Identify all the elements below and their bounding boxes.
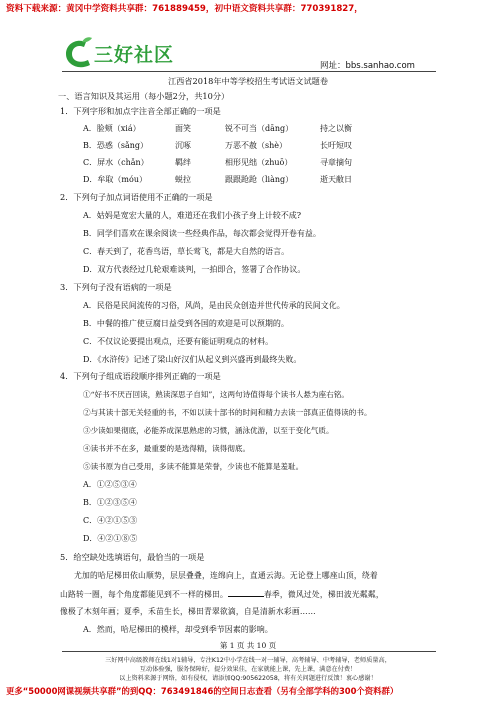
bottom-banner: 更多“50000网课视频共享群”的到QQ：763491846的空间日志查看（另有全部学科的300个资料群） <box>6 686 399 696</box>
q1-a-3: 锐不可当（dāng） <box>225 124 294 133</box>
q1-b-1: B．恐惑（sǎng） <box>83 141 149 150</box>
q4-option-b: B．①②③⑤④ <box>83 498 137 507</box>
q3-option-c: C．不仅议论要提出观点，还要有能证明观点的材料。 <box>83 337 274 346</box>
q3-option-d: D．《水浒传》记述了梁山好汉们从起义到兴盛再到最终失败。 <box>83 355 302 364</box>
q4-option-c: C．④②①⑤③ <box>83 516 138 525</box>
logo-text: 三好社区 <box>94 44 175 66</box>
q3-option-b: B．中餐的推广使豆腐日益受到各国的欢迎是可以预期的。 <box>83 319 289 328</box>
header-divider <box>62 71 436 72</box>
q4-item-2: ②与其读十部无关轻重的书，不如以读十部书的时间和精力去读一部真正值得读的书。 <box>83 408 372 417</box>
question-3-stem: 3．下列句子没有语病的一项是 <box>60 282 172 292</box>
q4-item-5: ⑤读书原为自己受用，多读不能算是荣誉，少读也不能算是羞耻。 <box>83 462 304 471</box>
q1-c-1: C．屏水（chǎn） <box>83 158 149 167</box>
q3-option-a: A．民俗是民间流传的习俗，风尚，是由民众创造并世代传承的民间文化。 <box>83 301 345 310</box>
q4-option-a: A．①②⑤③④ <box>83 480 137 489</box>
question-2-stem: 2．下列句子加点词语使用不正确的一项是 <box>60 192 213 202</box>
footer-line-2: 互动体验强，服务保障好，提分效果佳，在家就能上课，先上课，满意在付费！ <box>139 666 357 673</box>
question-5-stem: 5．给空缺处选填语句，最恰当的一项是 <box>60 552 205 562</box>
q1-a-4: 持之以衡 <box>320 124 352 133</box>
q1-d-4: 逝天敝日 <box>320 175 352 184</box>
question-1-stem: 1．下列字形和加点字注音全部正确的一项是 <box>60 106 221 116</box>
q2-option-d: D．双方代表经过几轮艰难谈判，一拍即合，签署了合作协议。 <box>83 265 306 274</box>
q1-c-4: 寻章摘句 <box>320 158 352 167</box>
q5-para-line-3: 像极了木刻年画；夏季，禾苗生长，梯田青翠欲滴，自是清新水彩画…… <box>60 607 316 616</box>
site-url[interactable]: 网址：bbs.sanhao.com <box>320 61 415 71</box>
q1-c-3: 相形见绌（zhuō） <box>225 158 293 167</box>
q1-b-3: 万恶不赦（shè） <box>225 141 287 150</box>
q1-b-2: 沉啄 <box>175 141 191 150</box>
q5-para-line-1: 尤加的哈尼梯田依山顺势，层层叠叠，连绵向上，直通云海。无论登上哪座山顶，绕着 <box>74 571 378 580</box>
q2-option-a: A．姑妈是宽宏大量的人，难道还在我们小孩子身上计较不成? <box>83 211 302 220</box>
top-banner: 资料下载来源：黄冈中学资料共享群：761889459，初中语文资料共享群：770391827， <box>6 4 363 14</box>
q1-a-1: A．脸颊（xiá） <box>83 124 141 133</box>
q1-d-1: D．牟取（móu） <box>83 175 147 184</box>
answer-blank[interactable] <box>228 588 264 597</box>
q1-a-2: 面笑 <box>175 124 191 133</box>
section-heading: 一、语言知识及其运用（每小题2分，共10分） <box>58 91 230 101</box>
footer-line-1: 三好网中高级教师在线1对1辅导，专注K12中小学在线一对一辅导，高考辅导、中考辅导，老师质量高， <box>105 657 391 664</box>
question-4-stem: 4．下列句子组成语段顺序排列正确的一项是 <box>60 371 221 381</box>
q4-item-3: ③少读如果彻底，必能养成深思熟虑的习惯，涵泳优游，以至于变化气质。 <box>83 426 334 435</box>
q1-b-4: 长吁短叹 <box>320 141 352 150</box>
q2-option-b: B．同学们喜欢在课余阅读一些经典作品，每次都会觉得开卷有益。 <box>83 229 321 238</box>
q5-para-line-2 <box>60 588 384 600</box>
q5-para-line-2-text: 山路转一圈，每个角度都能见到不一样的梯田。 <box>60 590 228 599</box>
footer-line-3: 以上资料来源于网络，如有侵权，请添加QQ:905622058，将有关问题进行反馈！衷心感谢！ <box>119 675 377 682</box>
footer-divider <box>62 651 436 652</box>
q5-para-line-2b-text: 春季，微风过处，梯田波光粼粼， <box>263 590 384 599</box>
q5-option-a: A．然而，哈尼梯田的模样，却受到季节因素的影响。 <box>83 625 273 634</box>
q2-option-c: C．春天到了，花香鸟语，草长莺飞，都是大自然的语言。 <box>83 247 290 256</box>
exam-title: 江西省2018年中等学校招生考试语文试题卷 <box>167 76 329 86</box>
q4-item-4: ④读书并不在多，最重要的是选得精，读得彻底。 <box>83 444 251 453</box>
q1-d-2: 蜕拉 <box>175 175 191 184</box>
q4-option-d: D．④②①⑧⑤ <box>83 534 138 543</box>
page-number: 第 1 页 共 10 页 <box>219 641 277 650</box>
q1-c-2: 羁绊 <box>175 158 191 167</box>
q4-item-1: ①“好书不厌百回读，熟读深思子自知”，这两句诗值得每个读书人悬为座右铭。 <box>83 390 349 399</box>
q1-d-3: 跟跟跄跄（liàng） <box>225 175 294 184</box>
